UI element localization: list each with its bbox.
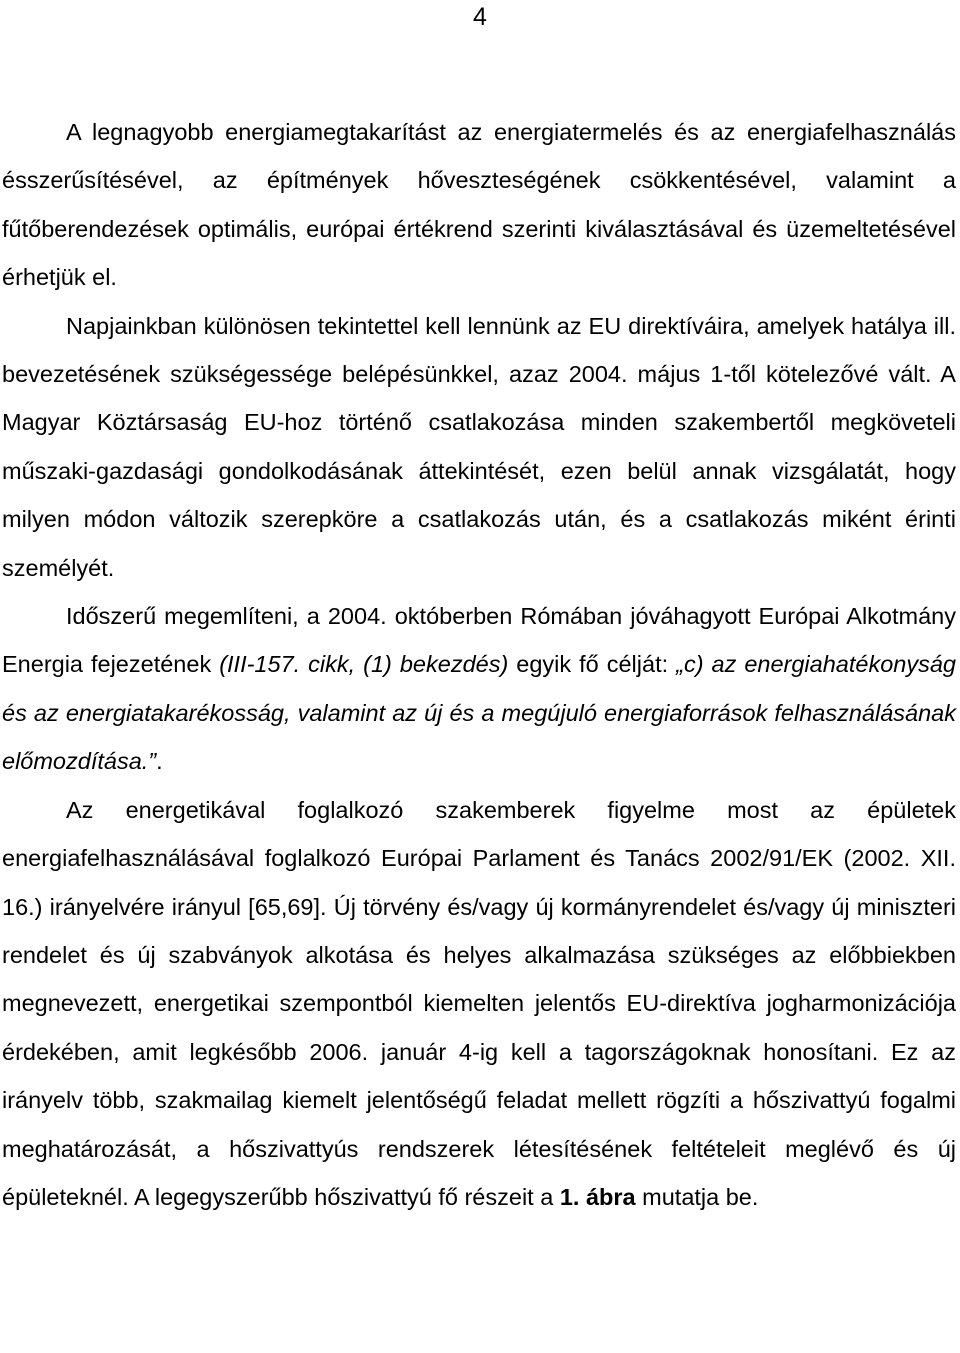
paragraph-1-text: A legnagyobb energiamegtakarítást az energiatermelés és az energiafelhasználás ésszerűsítésével, az építmények hőveszteségének csökkentésével, valamint a fűtőberendezések optimális, európai értékrend szerinti kiválasztásával és üzemeltetésével érhetjük el.	[2, 119, 956, 291]
figure-reference: 1. ábra	[559, 1183, 636, 1210]
paragraph-3-text: Időszerű megemlíteni, a 2004. októberben Rómában jóváhagyott Európai Alkotmány Energia fejezetének	[2, 603, 956, 678]
paragraph-4-text: Az energetikával foglalkozó szakemberek figyelme most az épületek energiafelhasználásával foglalkozó Európai Parlament és Tanács 2002/91/EK (2002. XII. 16.) irányelvére irányul [65,69]. Új törvény és/vagy új kormányrendelet és/vagy új miniszteri rendelet és új szabványok alkotása és helyes alkalmazása szükséges az előbbiekben megnevezett, energetikai szempontból kiemelten jelentős EU-direktíva jogharmonizációja érdekében, amit legkésőbb 2006. január 4-ig kell a tagországoknak honosítani. Ez az irányelv több, szakmailag kiemelt jelentőségű feladat mellett rögzíti a hőszivattyú fogalmi meghatározását, a hőszivattyús rendszerek létesítésének feltételeit meglévő és új épületeknél. A legegyszerűbb hőszivattyú fő részeit a	[2, 796, 956, 1210]
paragraph-4-end: mutatja be.	[635, 1183, 759, 1210]
paragraph-1	[2, 108, 956, 302]
page-number: 4	[473, 3, 487, 31]
document-body	[2, 108, 956, 1221]
paragraph-4	[2, 786, 956, 1222]
paragraph-3-text-2: egyik fő célját:	[508, 651, 677, 678]
paragraph-2-text: Napjainkban különösen tekintettel kell lennünk az EU direktíváira, amelyek hatálya ill. bevezetésének szükségessége belépésünkkel, azaz 2004. május 1-től kötelezővé vált. A Magyar Köztársaság EU-hoz történő csatlakozása minden szakembertől megköveteli műszaki-gazdasági gondolkodásának áttekintését, ezen belül annak vizsgálatát, hogy milyen módon változik szerepköre a csatlakozás után, és a csatlakozás miként érinti személyét.	[2, 312, 956, 581]
constitution-quote: „c) az energiahatékonyság és az energiatakarékosság, valamint az új és a megújuló energiaforrások felhasználásának előmozdítása.”	[2, 651, 956, 775]
article-reference: (III-157. cikk, (1) bekezdés)	[219, 651, 509, 678]
paragraph-2	[2, 302, 956, 592]
paragraph-3-end: .	[156, 748, 163, 775]
paragraph-3	[2, 592, 956, 786]
